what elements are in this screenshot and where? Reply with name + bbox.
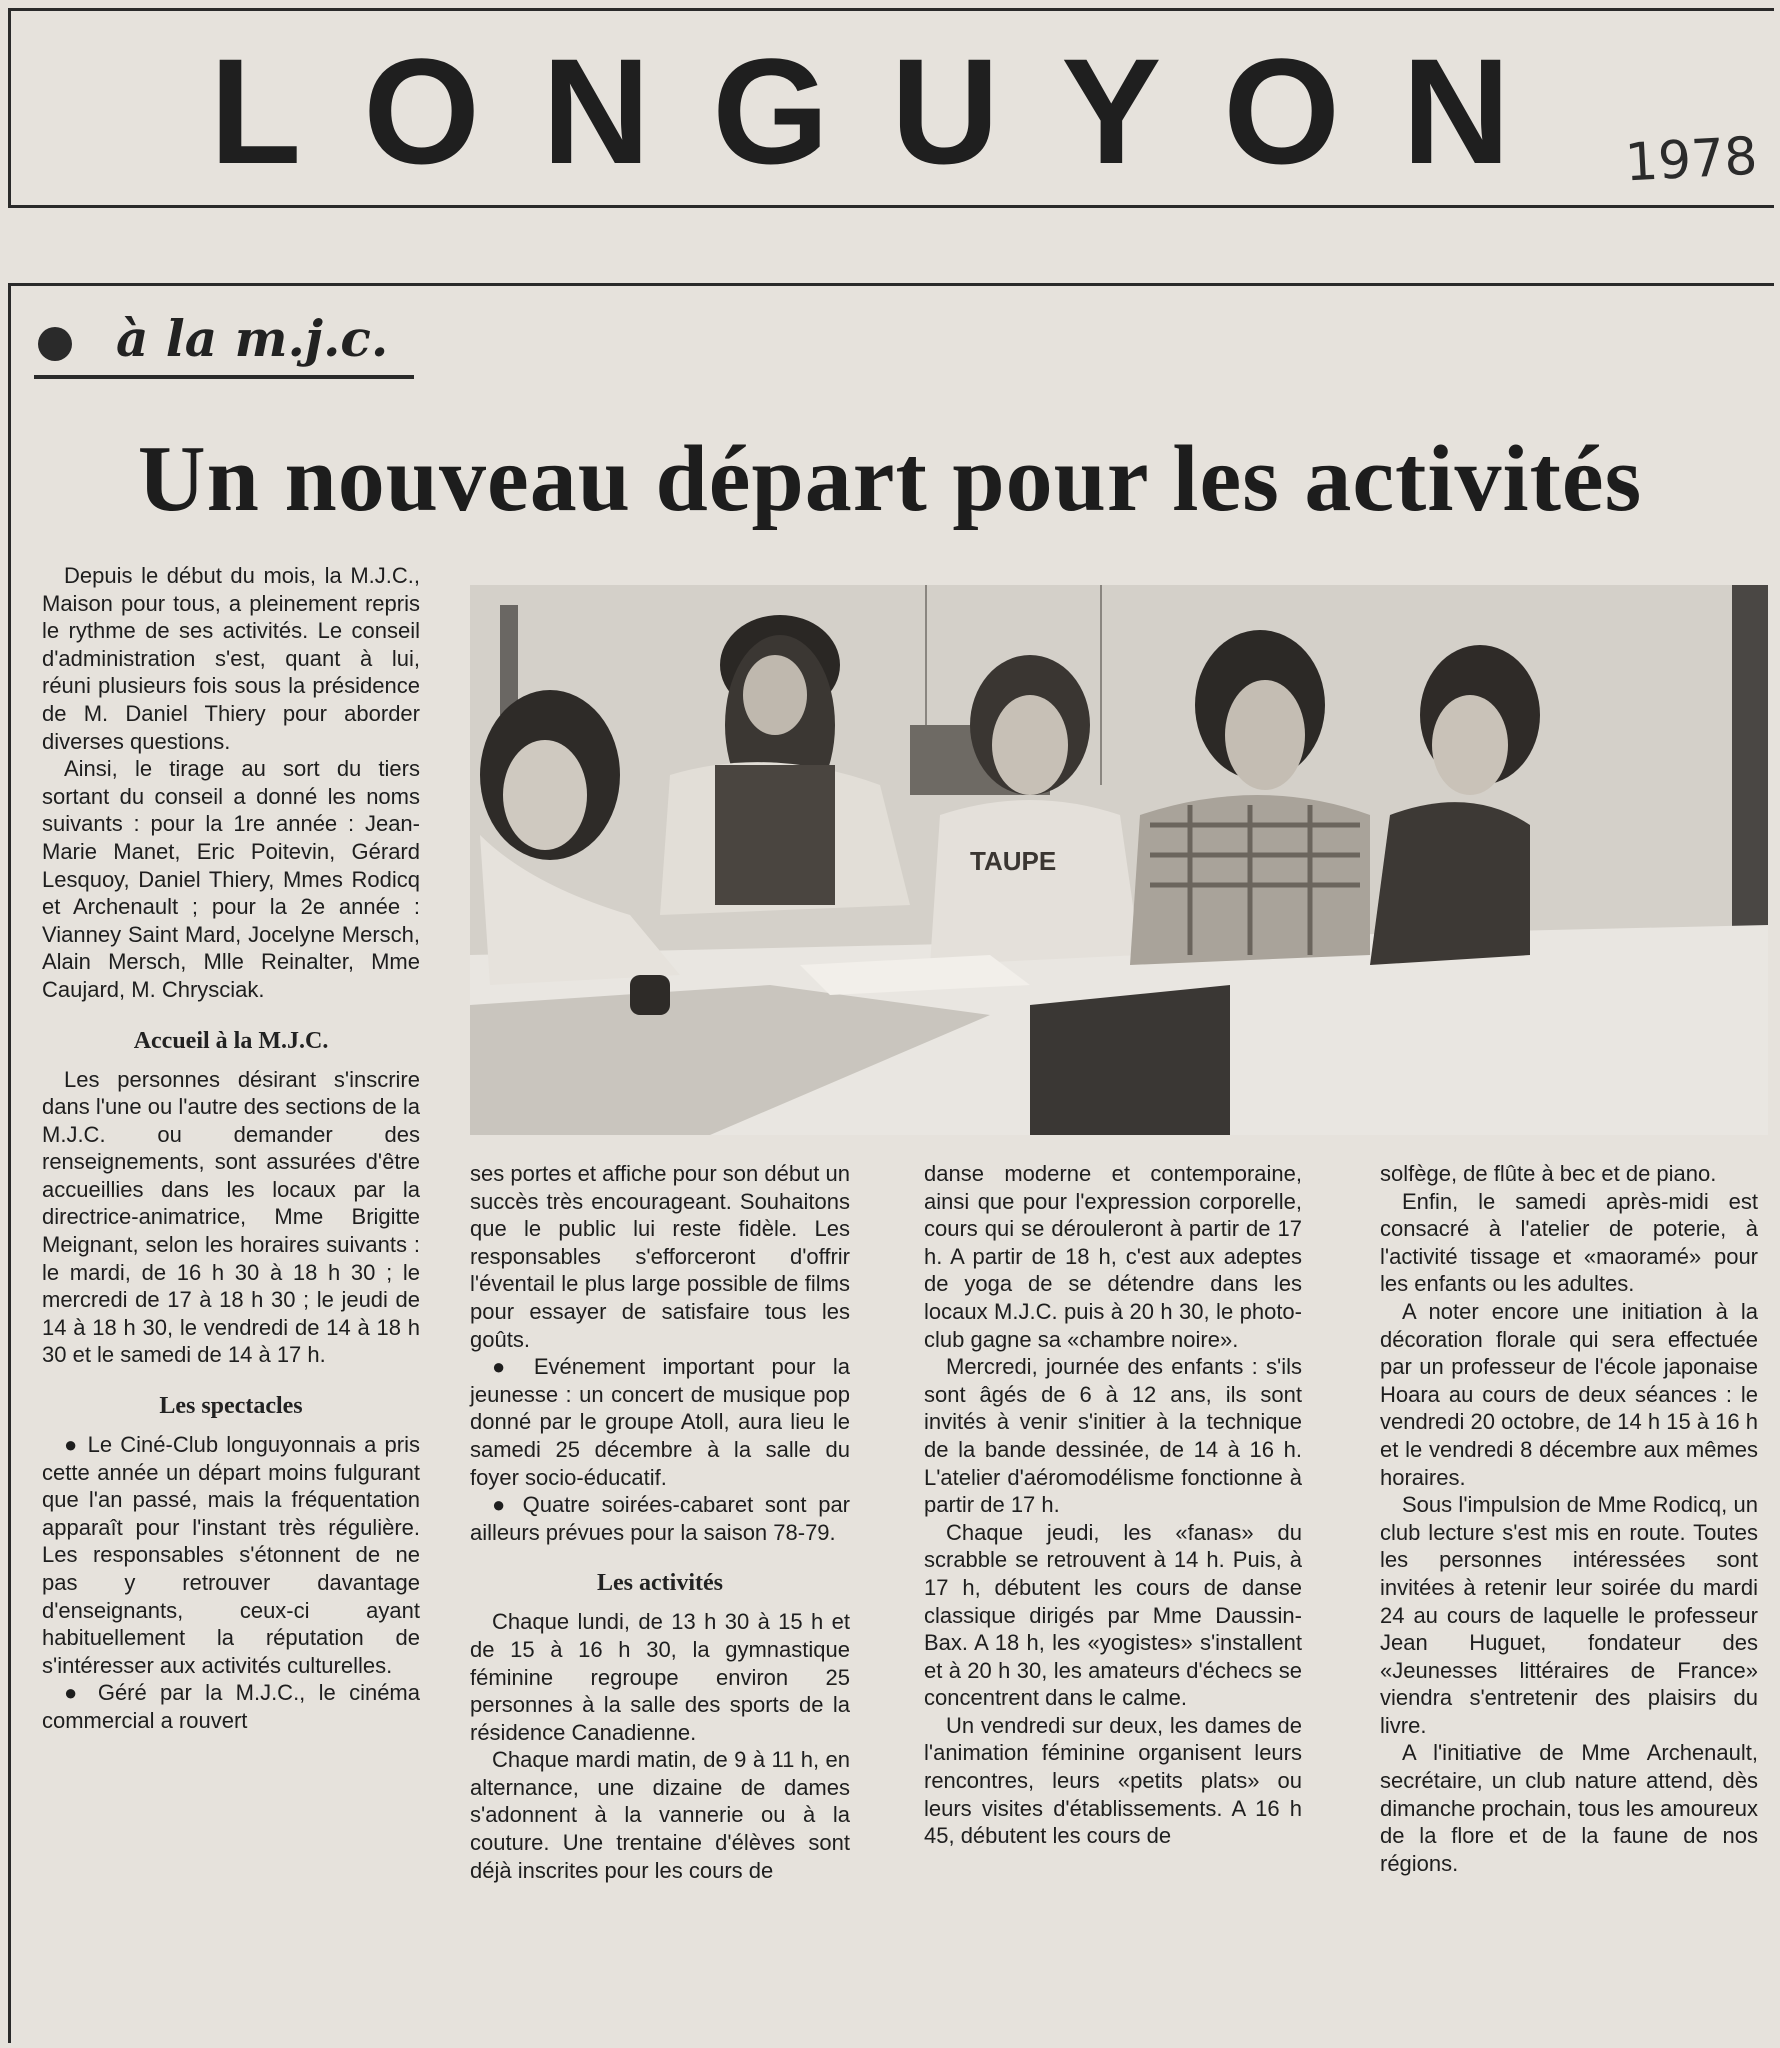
rubric	[34, 305, 414, 379]
paragraph: A l'initiative de Mme Archenault, secrétaire, un club nature attend, dès dimanche prochain, tous les amoureux de la flore et de la faune de nos régions.	[1380, 1740, 1758, 1876]
rubric-label: à la m.j.c.	[116, 309, 389, 368]
article-headline: Un nouveau départ pour les activités	[137, 427, 1643, 531]
shirt-text: TAUPE	[970, 846, 1057, 876]
paragraph: Ainsi, le tirage au sort du tiers sortant du conseil a donné les noms suivants : pour la 1re année : Jean-Marie Manet, Eric Poitevin, Gérard Lesquoy, Daniel Thiery, Mmes Rodicq et Archenault ; pour la 2e année : Vianney Saint Mard, Jocelyne Mersch, Alain Mersch, Mlle Reinalter, Mme Caujard, M. Chrysciak.	[42, 756, 420, 1002]
paragraph: A noter encore une initiation à la décoration florale qui sera effectuée par un professeur de l'école japonaise Hoara au cours de deux séances : le vendredi 20 octobre, de 14 h 15 à 16 h et le vendredi 8 décembre aux mêmes horaires.	[1380, 1298, 1758, 1490]
paragraph: Chaque jeudi, les «fanas» du scrabble se retrouvent à 14 h. Puis, à 17 h, débutent les cours de danse classique dirigés par Mme Daussin-Bax. A 18 h, les «yogistes» s'installent et à 20 h 30, les amateurs d'échecs se concentrent dans le calme.	[924, 1519, 1302, 1711]
subheading-activites: Les activités	[597, 1570, 723, 1597]
paragraph: Les personnes désirant s'inscrire dans l'une ou l'autre des sections de la M.J.C. ou demander des renseignements, sont assurées d'être accueillies dans les locaux par la directrice-animatrice, Mme Brigitte Meignant, selon les horaires suivants : le mardi, de 16 h 30 à 18 h 30 ; le mercredi de 17 à 18 h 30 ; le jeudi de 14 à 18 h 30, le vendredi de 14 à 18 h 30 et le samedi de 14 à 17 h.	[42, 1066, 420, 1368]
text-column-2	[470, 1160, 850, 1884]
text-column-3	[924, 1160, 1302, 1850]
paragraph: ses portes et affiche pour son début un succès très encourageant. Souhaitons que le public lui reste fidèle. Les responsables s'efforceront d'offrir l'éventail le plus large possible de films pour essayer de satisfaire tous les goûts.	[470, 1161, 850, 1352]
masthead-frame	[8, 8, 1774, 208]
paragraph: Mercredi, journée des enfants : s'ils sont âgés de 6 à 12 ans, ils sont invités à venir s'initier à la technique de la bande dessinée, de 14 à 16 h. L'atelier d'aéromodélisme fonctionne à partir de 17 h.	[924, 1354, 1302, 1518]
paragraph: solfège, de flûte à bec et de piano.	[1380, 1161, 1717, 1186]
paragraph: Depuis le début du mois, la M.J.C., Maison pour tous, a pleinement repris le rythme de ses activités. Le conseil d'administration s'est, quant à lui, réuni plusieurs fois sous la présidence de M. Daniel Thiery pour aborder diverses questions.	[42, 563, 420, 754]
photo-illustration	[470, 585, 1768, 1135]
paragraph: Un vendredi sur deux, les dames de l'animation féminine organisent leurs rencontres, leurs «petits plats» ou leurs visites d'établissements. A 16 h 45, débutent les cours de	[924, 1712, 1302, 1849]
article-photo	[470, 585, 1768, 1135]
paragraph: ● Géré par la M.J.C., le cinéma commercial a rouvert	[42, 1679, 420, 1734]
handwritten-year: 1978	[1623, 126, 1759, 194]
text-column-4	[1380, 1160, 1758, 1877]
text-column-1	[42, 562, 420, 1735]
paragraph: Chaque mardi matin, de 9 à 11 h, en alternance, une dizaine de dames s'adonnent à la vannerie ou à la couture. Une trentaine d'élèves sont déjà inscrites pour les cours de	[470, 1747, 850, 1883]
paragraph: ● Evénement important pour la jeunesse : un concert de musique pop donné par le groupe Atoll, aura lieu le samedi 25 décembre à la salle du foyer socio-éducatif.	[470, 1353, 850, 1491]
paragraph: ● Le Ciné-Club longuyonnais a pris cette année un départ moins fulgurant que l'an passé, mais la fréquentation apparaît pour l'instant très régulière. Les responsables s'étonnent de ne pas y retrouver davantage d'enseignants, ceux-ci ayant habituellement la réputation de s'intéresser aux activités culturelles.	[42, 1431, 420, 1679]
bullet-icon	[38, 327, 72, 361]
subheading-accueil: Accueil à la M.J.C.	[133, 1027, 329, 1054]
paragraph: Enfin, le samedi après-midi est consacré à l'atelier de poterie, à l'activité tissage et «maoramé» pour les enfants ou les adultes.	[1380, 1188, 1758, 1297]
paragraph: Sous l'impulsion de Mme Rodicq, un club lecture s'est mis en route. Toutes les personnes intéressées sont invitées à retenir leur soirée du mardi 24 au cours de laquelle le professeur Jean Huguet, fondateur des «Jeunesses littéraires de France» viendra s'entretenir des plaisirs du livre.	[1380, 1492, 1758, 1738]
newspaper-masthead-title: LONGUYON	[209, 27, 1573, 195]
paragraph: ● Quatre soirées-cabaret sont par ailleurs prévues pour la saison 78-79.	[470, 1491, 850, 1546]
paragraph: danse moderne et contemporaine, ainsi que pour l'expression corporelle, cours qui se dérouleront à partir de 17 h. A partir de 18 h, c'est aux adeptes de yoga de se détendre dans les locaux M.J.C. puis à 20 h 30, le photo-club gagne sa «chambre noire».	[924, 1161, 1302, 1352]
paragraph: Chaque lundi, de 13 h 30 à 15 h et de 15 à 16 h 30, la gymnastique féminine regroupe environ 25 personnes à la salle des sports de la résidence Canadienne.	[470, 1609, 850, 1745]
subheading-spectacles: Les spectacles	[159, 1393, 303, 1420]
